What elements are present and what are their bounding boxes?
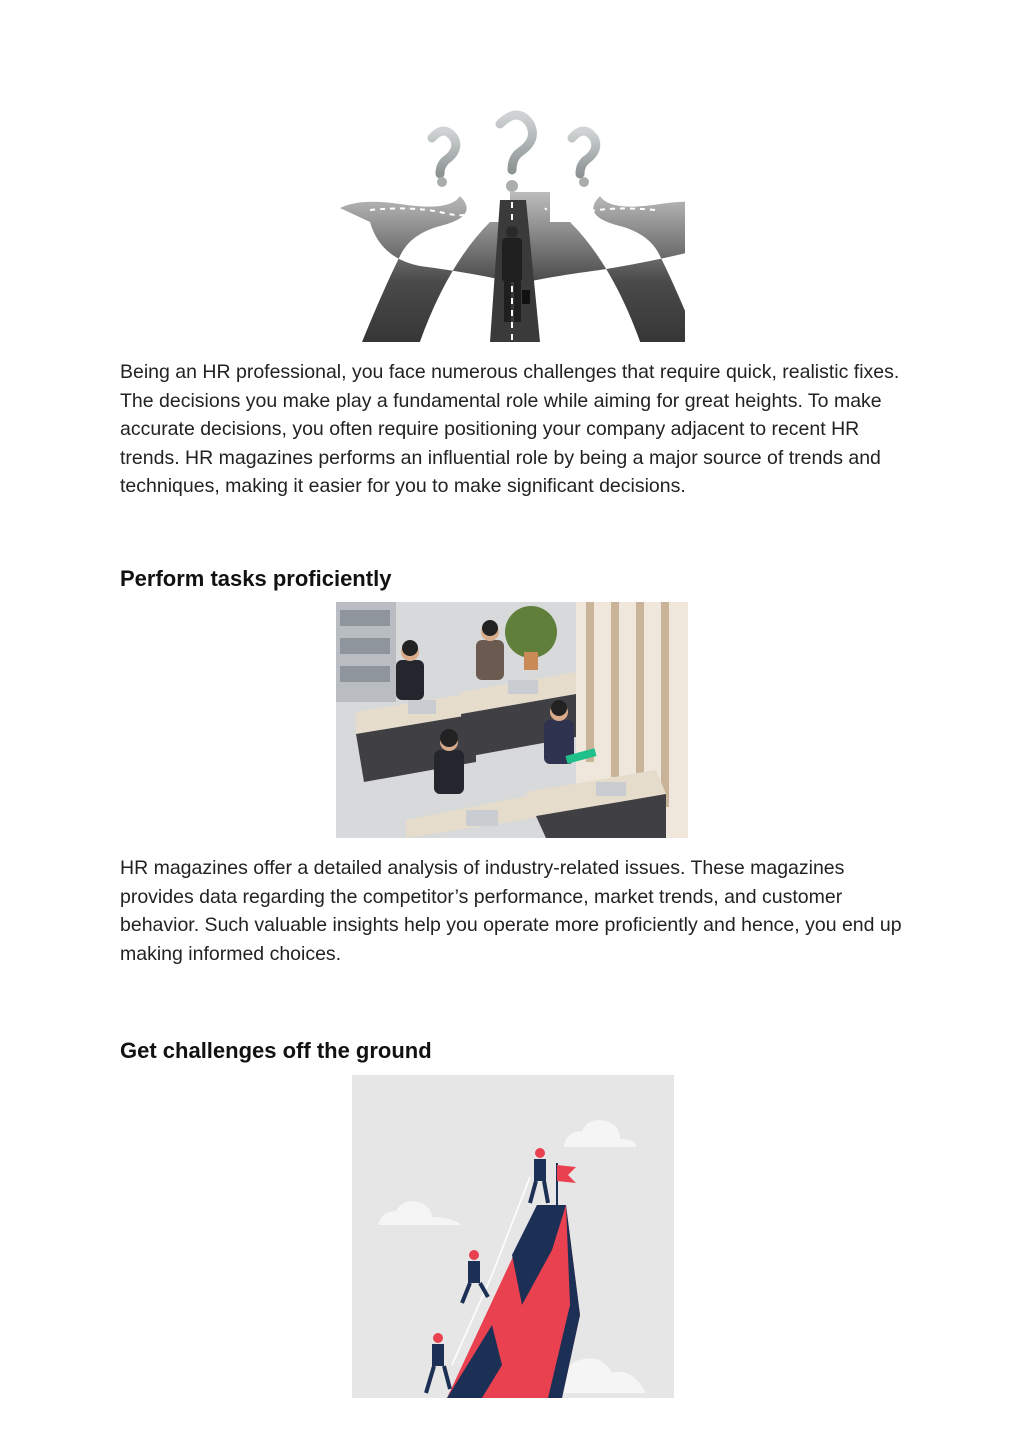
section-heading-get-challenges: Get challenges off the ground (120, 1038, 432, 1063)
climbers-mountain-flag-illustration (352, 1075, 674, 1398)
office-team-desks-photo (336, 602, 688, 838)
section-heading-perform-tasks: Perform tasks proficiently (120, 566, 392, 591)
question-mark-icon (432, 115, 596, 174)
intro-paragraph: Being an HR professional, you face numerous challenges that require quick, realistic fixes. The decisions you make play a fundamental role while aiming for great heights. To make accurate decisions, you often require positioning your company adjacent to recent HR trends. HR magazines performs an influential role by being a major source of trends and techniques, making it easier for you to make significant decisions. (120, 361, 900, 498)
crossroads-question-marks-illustration (340, 110, 685, 342)
section1-paragraph: HR magazines offer a detailed analysis of industry-related issues. These magazines provides data regarding the competitor’s performance, market trends, and customer behavior. Such valuable insights help you operate more proficiently and hence, you end up making informed choices. (120, 857, 902, 965)
